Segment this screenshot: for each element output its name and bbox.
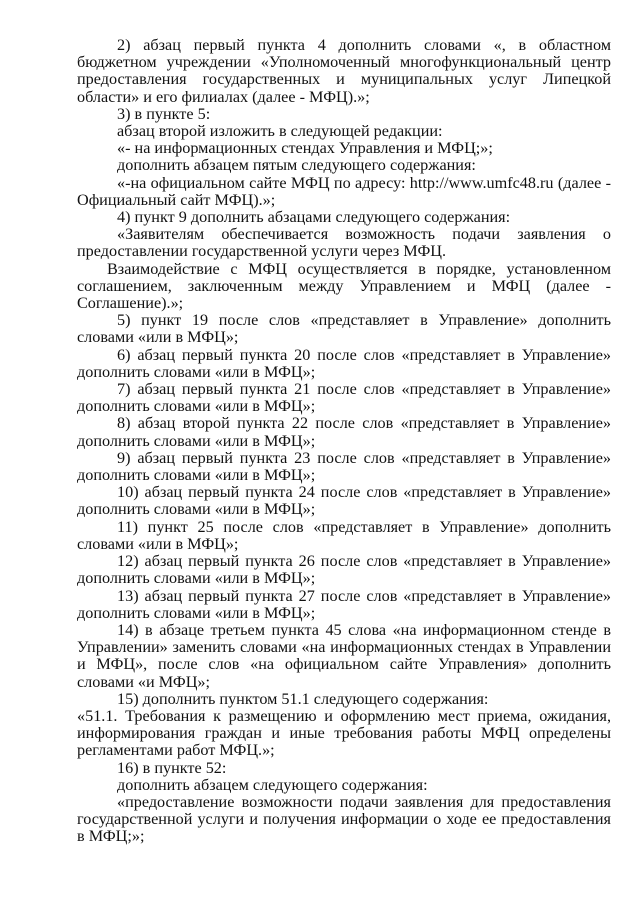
paragraph-quote-applicants: «Заявителям обеспечивается возможность подачи заявления о предоставлении государственной услуги через МФЦ. xyxy=(77,225,611,261)
document-body xyxy=(77,37,611,846)
paragraph-item-14: 14) в абзаце третьем пункта 45 слова «на информационном стенде в Управлении» заменить словами «на информационных стендах в Управлении и МФЦ», после слов «на официальном сайте Управления» дополнить словами «и МФЦ»; xyxy=(77,620,611,691)
paragraph-quote-website: «-на официальном сайте МФЦ по адресу: http://www.umfc48.ru (далее - Официальный сайт МФЦ).»; xyxy=(77,173,611,209)
paragraph-edit-instruction: абзац второй изложить в следующей редакции: xyxy=(117,122,443,141)
paragraph-add-instruction: дополнить абзацем пятым следующего содержания: xyxy=(117,156,476,175)
paragraph-item-12: 12) абзац первый пункта 26 после слов «представляет в Управление» дополнить словами «или в МФЦ»; xyxy=(77,552,611,588)
paragraph-item-6: 6) абзац первый пункта 20 после слов «представляет в Управление» дополнить словами «или в МФЦ»; xyxy=(77,345,611,381)
paragraph-item-4: 4) пункт 9 дополнить абзацами следующего содержания: xyxy=(117,208,511,227)
paragraph-quote-51-1: «51.1. Требования к размещению и оформлению мест приема, ожидания, информирования граждан и иные требования работы МФЦ определены регламентами работ МФЦ.»; xyxy=(77,706,611,760)
paragraph-item-8: 8) абзац второй пункта 22 после слов «представляет в Управление» дополнить словами «или в МФЦ»; xyxy=(77,414,611,450)
paragraph-interaction: Взаимодействие с МФЦ осуществляется в порядке, установленном соглашением, заключенным между Управлением и МФЦ (далее - Соглашение).»; xyxy=(77,259,611,313)
paragraph-item-9: 9) абзац первый пункта 23 после слов «представляет в Управление» дополнить словами «или в МФЦ»; xyxy=(77,448,611,485)
paragraph-add-abzac: дополнить абзацем следующего содержания: xyxy=(117,775,428,794)
paragraph-item-2: 2) абзац первый пункта 4 дополнить словами «, в областном бюджетном учреждении «Уполномоченный многофункциональный центр предоставления государственных и муниципальных услуг Липецкой области» и его филиалах (далее - МФЦ).»; xyxy=(77,36,611,106)
paragraph-item-7: 7) абзац первый пункта 21 после слов «представляет в Управление» дополнить словами «или в МФЦ»; xyxy=(77,380,611,416)
paragraph-item-10: 10) абзац первый пункта 24 после слов «представляет в Управление» дополнить словами «или в МФЦ»; xyxy=(77,483,611,519)
paragraph-item-11: 11) пункт 25 после слов «представляет в Управление» дополнить словами «или в МФЦ»; xyxy=(77,517,611,553)
paragraph-item-3: 3) в пункте 5: xyxy=(117,104,211,123)
paragraph-item-5: 5) пункт 19 после слов «представляет в Управление» дополнить словами «или в МФЦ»; xyxy=(77,311,611,347)
paragraph-quote: «- на информационных стендах Управления и МФЦ;»; xyxy=(117,139,493,158)
paragraph-item-16: 16) в пункте 52: xyxy=(117,758,227,777)
paragraph-item-13: 13) абзац первый пункта 27 после слов «представляет в Управление» дополнить словами «или в МФЦ»; xyxy=(77,586,611,622)
paragraph-quote-provision: «предоставление возможности подачи заявления для предоставления государственной услуги и получения информации о ходе ее предоставления в МФЦ;»; xyxy=(77,792,611,846)
paragraph-item-15: 15) дополнить пунктом 51.1 следующего содержания: xyxy=(117,689,489,708)
